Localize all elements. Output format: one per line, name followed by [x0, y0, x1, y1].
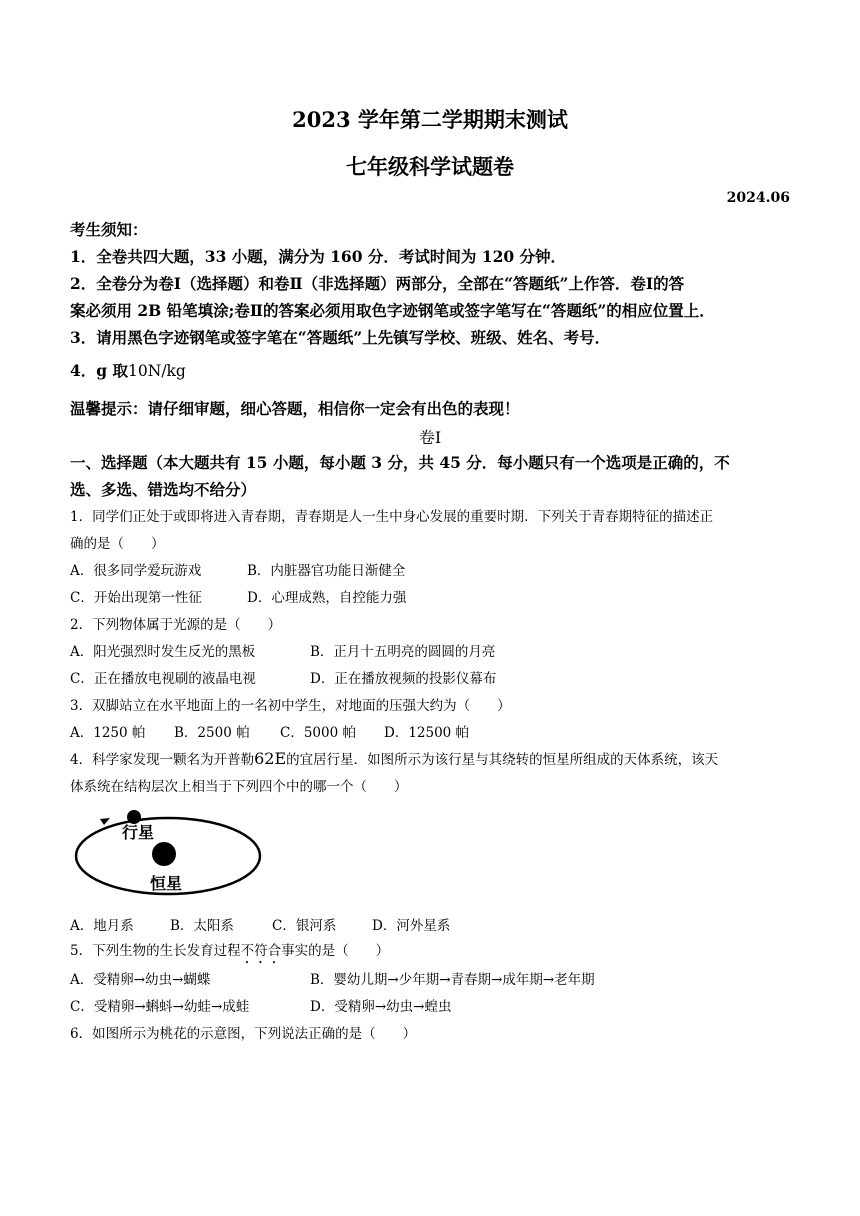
- exam-subtitle: 七年级科学试题卷: [346, 154, 514, 179]
- q4-option-c: C．银河系: [272, 918, 337, 934]
- q4-figure: [70, 804, 266, 904]
- q3-option-d: D．12500 帕: [384, 725, 470, 741]
- planet-dot: [127, 810, 141, 824]
- star-label: 恒星: [150, 874, 183, 893]
- q5-stem-post: 事实的是（ ）: [281, 943, 390, 959]
- q2-option-d: D．正在播放视频的投影仪幕布: [310, 671, 497, 687]
- q1-stem-line1: 1．同学们正处于或即将进入青春期，青春期是人一生中身心发展的重要时期．下列关于青春期特征的描述正: [70, 509, 714, 525]
- q1-stem-line2: 确的是（ ）: [70, 536, 165, 552]
- notice-item-1: 1．全卷共四大题，33 小题，满分为 160 分．考试时间为 120 分钟．: [70, 247, 567, 266]
- q5-stem-emphasis: 不符合: [240, 943, 282, 959]
- notice-item-2b: 案必须用 2B 铅笔填涂;卷Ⅱ的答案必须用取色字迹钢笔或签字笔写在“答题纸”的相应位置上．: [70, 301, 715, 320]
- q5-stem-pre: 5．下列生物的生长发育过程: [70, 943, 241, 959]
- q5-option-a: A．受精卵→幼虫→蝴蝶: [70, 972, 211, 988]
- q4-option-d: D．河外星系: [372, 918, 451, 934]
- q3-stem: 3．双脚站立在水平地面上的一名初中学生，对地面的压强大约为（ ）: [70, 698, 511, 714]
- section-heading-line1: 一、选择题（本大题共有 15 小题，每小题 3 分，共 45 分．每小题只有一个选项是正确的，不: [70, 453, 730, 472]
- orbit-arrow-icon: [100, 818, 110, 825]
- star-dot: [152, 842, 176, 866]
- q1-option-c: C．开始出现第一性征: [70, 590, 202, 606]
- q6-stem: 6．如图所示为桃花的示意图，下列说法正确的是（ ）: [70, 1026, 417, 1042]
- notice-item-3: 3．请用黑色字迹钢笔或签字笔在“答题纸”上先镇写学校、班级、姓名、考号．: [70, 328, 611, 347]
- q5-option-d: D．受精卵→幼虫→蝗虫: [310, 999, 452, 1015]
- q5-stem: [70, 939, 389, 967]
- q3-option-b: B．2500 帕: [174, 725, 250, 741]
- q1-option-b: B．内脏器官功能日渐健全: [247, 563, 406, 579]
- notice-item-2a: 2．全卷分为卷Ⅰ（选择题）和卷Ⅱ（非选择题）两部分，全部在“答题纸”上作答．卷Ⅰ的答: [70, 274, 685, 293]
- q2-option-a: A．阳光强烈时发生反光的黑板: [70, 644, 256, 660]
- exam-date: 2024.06: [726, 190, 790, 206]
- q4-stem-line1: [70, 748, 718, 768]
- q5-option-b: B．婴幼儿期→少年期→青春期→成年期→老年期: [310, 972, 595, 988]
- q4-option-a: A．地月系: [70, 918, 134, 934]
- q2-option-c: C．正在播放电视刷的液晶电视: [70, 671, 256, 687]
- exam-title: 2023 学年第二学期期末测试: [292, 107, 568, 132]
- q4-stem-pre: 4．科学家发现一颗名为开普勒: [70, 752, 255, 768]
- section-heading-line2: 选、多选、错选均不给分）: [70, 480, 257, 499]
- q3-option-a: A．1250 帕: [70, 725, 146, 741]
- notice-item-4: [70, 359, 186, 381]
- q2-stem: 2．下列物体属于光源的是（ ）: [70, 617, 282, 633]
- orbit-diagram: [70, 804, 266, 904]
- q4-option-b: B．太阳系: [170, 918, 234, 934]
- notice-item-4-value: 10N/kg: [128, 362, 186, 380]
- q1-option-d: D．心理成熟，自控能力强: [247, 590, 407, 606]
- notice-item-4-prefix: 4．g 取: [70, 361, 129, 380]
- q4-stem-line2: 体系统在结构层次上相当于下列四个中的哪一个（ ）: [70, 779, 408, 795]
- q3-option-c: C．5000 帕: [280, 725, 356, 741]
- notice-tip: 温馨提示：请仔细审题，细心答题，相信你一定会有出色的表现！: [70, 399, 520, 418]
- planet-label: 行星: [122, 823, 155, 842]
- volume-label: 卷Ⅰ: [418, 428, 442, 447]
- q2-option-b: B．正月十五明亮的圆圆的月亮: [310, 644, 496, 660]
- q4-stem-post: 的宜居行星．如图所示为该行星与其绕转的恒星所组成的天体系统，该天: [286, 752, 719, 768]
- q4-planet-code: 62E: [254, 749, 287, 768]
- notice-heading: 考生须知：: [70, 220, 148, 239]
- q5-option-c: C．受精卵→蝌蚪→幼蛙→成蛙: [70, 999, 250, 1015]
- q1-option-a: A．很多同学爱玩游戏: [70, 563, 202, 579]
